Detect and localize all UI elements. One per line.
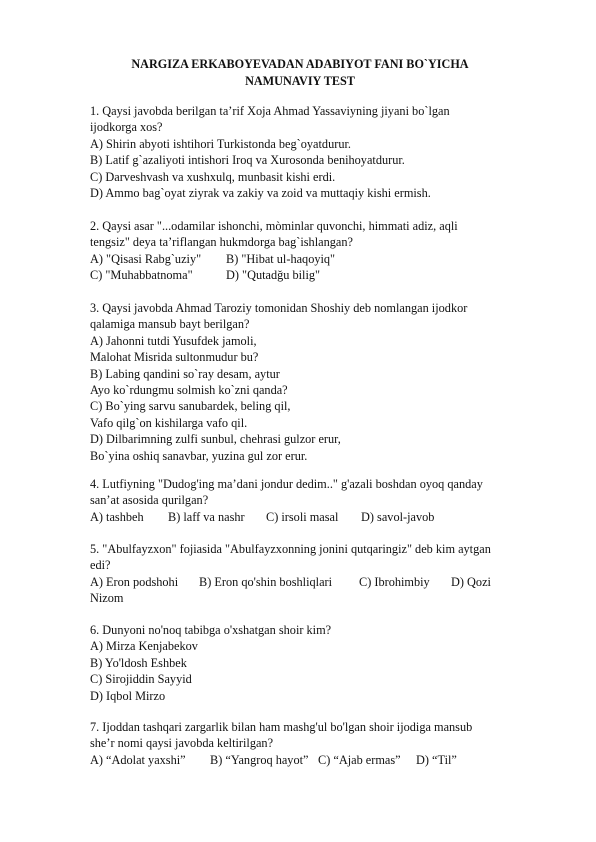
question-4-text-line-2: san’at asosida qurilgan? (90, 493, 209, 508)
question-7-options-row (90, 752, 560, 768)
question-6-text: 6. Dunyoni no'noq tabibga o'xshatgan shoir kim? (90, 623, 332, 637)
question-3-option-a-line-2: Malohat Misrida sultonmudur bu? (90, 350, 259, 365)
question-5-option-a: A) Eron podshohi (90, 574, 179, 589)
question-5-text-line-1: 5. "Abulfayzxon" fojiasida "Abulfayzxonning jonini qutqaringiz" deb kim aytgan (90, 542, 491, 556)
question-5-option-d: D) Qozi (451, 574, 491, 589)
question-3-option-d-line-2: Bo`yina oshiq sanavbar, yuzina gul zor erur. (90, 448, 308, 463)
title-line-1: NARGIZA ERKABOYEVADAN ADABIYOT FANI BO`YICHA (131, 57, 469, 71)
question-2-text-line-2: tengsiz" deya ta’riflangan hukmdorga bag`ishlangan? (90, 235, 353, 250)
question-1-option-d: D) Ammo bag`oyat ziyrak va zakiy va zoid va muttaqiy kishi ermish. (90, 186, 431, 201)
question-1-option-a: A) Shirin abyoti ishtihori Turkistonda beg`oyatdurur. (90, 136, 351, 151)
question-2-option-d: D) "Qutadğu bilig" (226, 268, 321, 283)
question-2-option-c: C) "Muhabbatnoma" (90, 268, 193, 283)
question-3-option-b-line-2: Ayo ko`rdungmu solmish ko`zni qanda? (90, 383, 288, 398)
question-3-option-d-line-1: D) Dilbarimning zulfi sunbul, chehrasi gulzor erur, (90, 432, 341, 447)
question-3-option-c-line-2: Vafo qilg`on kishilarga vafo qil. (90, 415, 248, 430)
question-1-text-line-2: ijodkorga xos? (90, 120, 163, 135)
question-6-option-c: C) Sirojiddin Sayyid (90, 672, 192, 687)
question-1-option-c: C) Darveshvash va xushxulq, munbasit kishi erdi. (90, 169, 336, 184)
question-5-text-line-2: edi? (90, 558, 111, 573)
question-5-options-row (90, 574, 560, 590)
question-5-option-c: C) Ibrohimbiy (359, 574, 430, 589)
question-2-option-b: B) "Hibat ul-haqoyiq" (226, 251, 336, 266)
document-title (90, 56, 510, 89)
question-2-options-row-1 (90, 251, 560, 267)
question-2-text-line-1: 2. Qaysi asar "...odamilar ishonchi, mòminlar quvonchi, himmati adiz, aqli (90, 219, 458, 233)
title-line-2: NAMUNAVIY TEST (245, 73, 355, 88)
question-5 (90, 541, 560, 607)
question-7 (90, 719, 560, 768)
question-4-option-b: B) laff va nashr (168, 509, 245, 524)
question-4 (90, 476, 560, 525)
question-6-option-b: B) Yo'ldosh Eshbek (90, 655, 187, 670)
question-6-option-a: A) Mirza Kenjabekov (90, 639, 198, 654)
question-1-text-line-1: 1. Qaysi javobda berilgan ta’rif Xoja Ahmad Yassaviyning jiyani bo`lgan (90, 104, 450, 118)
question-3 (90, 300, 560, 464)
question-2-options-row-2 (90, 267, 560, 283)
question-6 (90, 622, 560, 704)
question-7-option-d: D) “Til” (416, 752, 457, 767)
question-2-option-a: A) "Qisasi Rabg`uziy" (90, 251, 202, 266)
question-7-option-a: A) “Adolat yaxshi” (90, 752, 186, 767)
question-3-option-c-line-1: C) Bo`ying sarvu sanubardek, beling qil, (90, 399, 291, 414)
question-4-option-c: C) irsoli masal (266, 509, 339, 524)
question-3-text-line-2: qalamiga mansub bayt berilgan? (90, 317, 250, 332)
question-2 (90, 218, 560, 284)
question-3-option-a-line-1: A) Jahonni tutdi Yusufdek jamoli, (90, 333, 257, 348)
question-5-option-d-continued: Nizom (90, 591, 124, 606)
question-4-option-d: D) savol-javob (361, 509, 435, 524)
question-7-text-line-1: 7. Ijoddan tashqari zargarlik bilan ham mashg'ul bo'lgan shoir ijodiga mansub (90, 720, 473, 734)
question-5-option-b: B) Eron qo'shin boshliqlari (199, 574, 333, 589)
question-7-option-b: B) “Yangroq hayot” (210, 752, 309, 767)
question-3-option-b-line-1: B) Labing qandini so`ray desam, aytur (90, 366, 280, 381)
question-4-option-a: A) tashbeh (90, 509, 144, 524)
question-1 (90, 103, 560, 201)
question-7-option-c: C) “Ajab ermas” (318, 752, 401, 767)
question-4-options-row (90, 509, 560, 525)
question-4-text-line-1: 4. Lutfiyning "Dudog'ing ma’dani jondur dedim.." g'azali boshdan oyoq qanday (90, 477, 483, 491)
question-1-option-b: B) Latif g`azaliyoti intishori Iroq va Xurosonda benihoyatdurur. (90, 153, 405, 168)
question-3-text-line-1: 3. Qaysi javobda Ahmad Taroziy tomonidan Shoshiy deb nomlangan ijodkor (90, 301, 468, 315)
question-6-option-d: D) Iqbol Mirzo (90, 688, 166, 703)
question-7-text-line-2: she’r nomi qaysi javobda keltirilgan? (90, 736, 274, 751)
